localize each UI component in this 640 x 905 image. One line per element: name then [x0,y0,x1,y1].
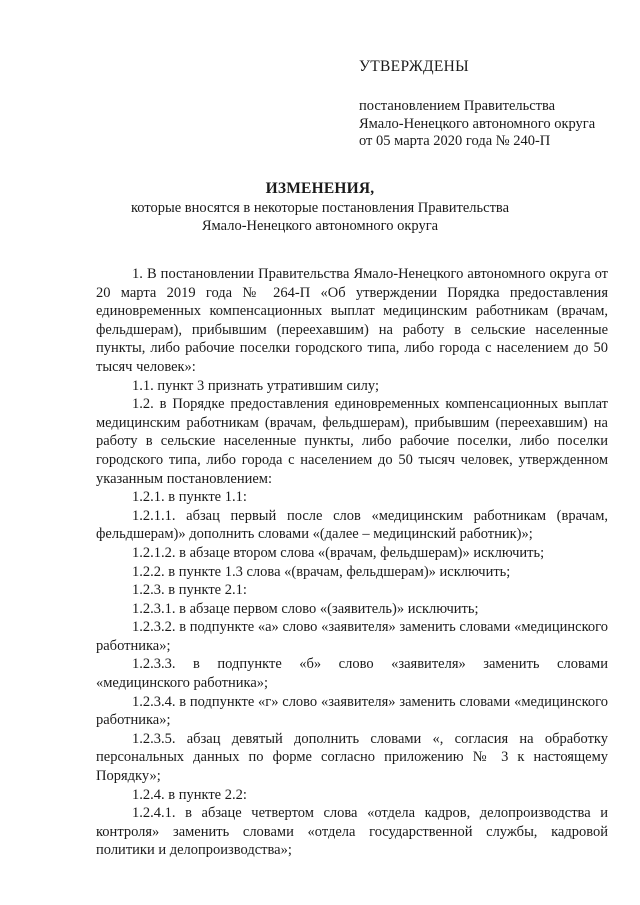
subtitle-line: которые вносятся в некоторые постановления Правительства [130,200,510,216]
paragraph: 1.2. в Порядке предоставления единовременных компенсационных выплат медицинским работникам (врачам, фельдшерам), прибывшим (переехавшим) на работу в сельские населенные пункты, либо рабочие поселки, либо поселки городского типа, либо города с населением до 50 тысяч человек, утвержденном указанным постановлением: [96,396,608,487]
paragraph: 1. В постановлении Правительства Ямало-Ненецкого автономного округа от 20 марта 2019 года № 264-П «Об утверждении Порядка предоставления единовременных компенсационных выплат медицинским работникам (врачам, фельдшерам), прибывшим (переехавшим) на работу в сельские населенные пункты, либо рабочие поселки городского типа, либо города с населением до 50 тысяч человек»: [96,266,608,375]
approval-line: от 05 марта 2020 года № 240-П [359,133,551,149]
paragraph: 1.2.2. в пункте 1.3 слова «(врачам, фельдшерам)» исключить; [132,563,511,580]
paragraph: 1.2.4.1. в абзаце четвертом слова «отдела кадров, делопроизводства и контроля» заменить словами «отдела государственной службы, кадровой политики и делопроизводства»; [96,805,608,859]
paragraph: 1.2.1.1. абзац первый после слов «медицинским работникам (врачам, фельдшерам)» дополнить словами «(далее – медицинский работник)»; [96,507,608,543]
paragraph: 1.2.3.2. в подпункте «а» слово «заявителя» заменить словами «медицинского работника»; [96,619,608,654]
document-subtitle [0,199,640,235]
paragraph: 1.2.3.1. в абзаце первом слово «(заявитель)» исключить; [132,600,479,617]
paragraph: 1.2.1. в пункте 1.1: [132,489,247,506]
approval-reference [359,98,595,151]
paragraph: 1.2.3.3. в подпункте «б» слово «заявителя» заменить словами «медицинского работника»; [96,656,608,692]
document-title: ИЗМЕНЕНИЯ, [265,180,375,197]
paragraph: 1.1. пункт 3 признать утратившим силу; [132,377,379,394]
document-body [96,265,608,860]
approval-line: Ямало-Ненецкого автономного округа [359,115,596,132]
approved-heading: УТВЕРЖДЕНЫ [359,58,469,75]
subtitle-line: Ямало-Ненецкого автономного округа [201,218,439,234]
approval-line: постановлением Правительства [359,98,556,114]
paragraph: 1.2.3.4. в подпункте «г» слово «заявителя» заменить словами «медицинского работника»; [96,693,608,729]
paragraph: 1.2.3. в пункте 2.1: [132,582,247,599]
paragraph: 1.2.1.2. в абзаце втором слова «(врачам, фельдшерам)» исключить; [132,544,545,561]
paragraph: 1.2.4. в пункте 2.2: [132,786,247,803]
paragraph: 1.2.3.5. абзац девятый дополнить словами «, согласия на обработку персональных данных по форме согласно приложению № 3 к настоящему Порядку»; [96,730,608,785]
